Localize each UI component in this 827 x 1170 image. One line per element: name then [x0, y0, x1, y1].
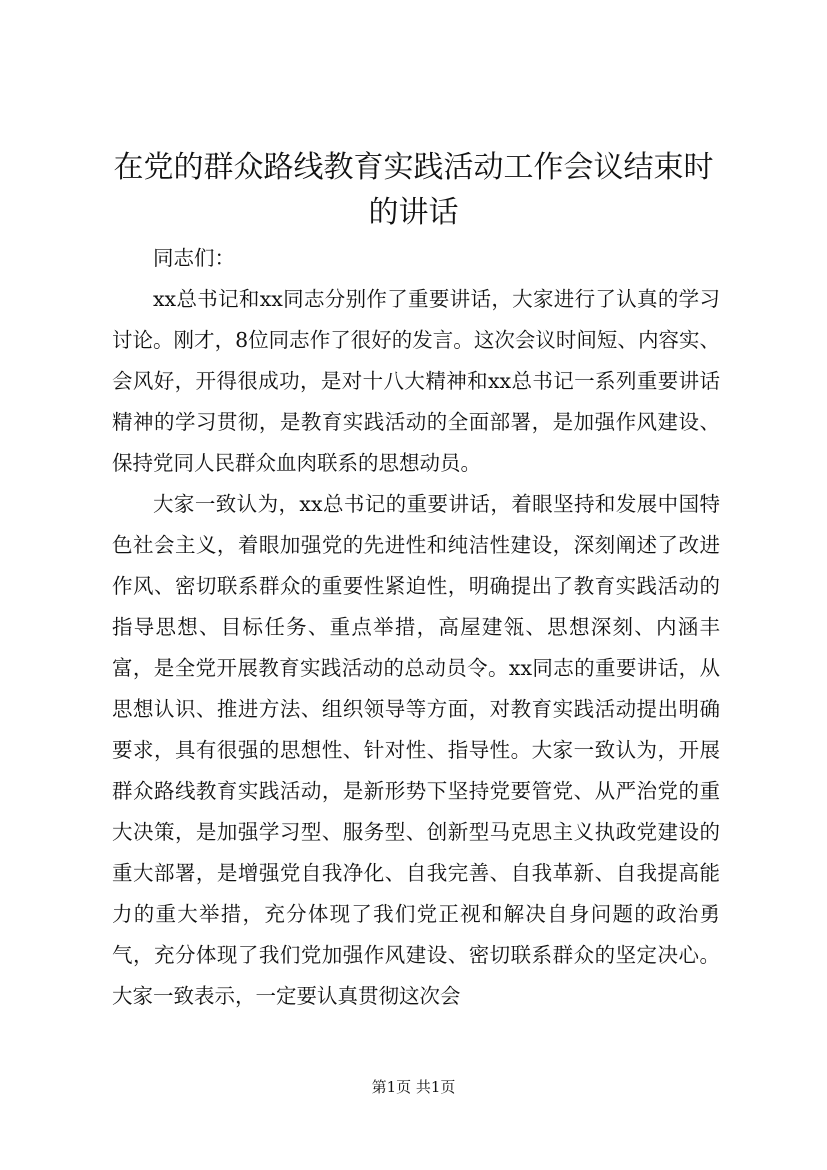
page-number-footer: 第1页 共1页 — [371, 1078, 456, 1096]
document-title: 在党的群众路线教育实践活动工作会议结束时的讲话 — [113, 150, 714, 230]
document-body — [112, 238, 720, 1017]
paragraph-2: 大家一致认为，xx总书记的重要讲话，着眼坚持和发展中国特色社会主义，着眼加强党的先进性和纯洁性建设，深刻阐述了改进作风、密切联系群众的重要性紧迫性，明确提出了教育实践活动的指导思想、目标任务、重点举措，高屋建瓴、思想深刻、内涵丰富，是全党开展教育实践活动的总动员令。xx同志的重要讲话，从思想认识、推进方法、组织领导等方面，对教育实践活动提出明确要求，具有很强的思想性、针对性、指导性。大家一致认为，开展群众路线教育实践活动，是新形势下坚持党要管党、从严治党的重大决策，是加强学习型、服务型、创新型马克思主义执政党建设的重大部署，是增强党自我净化、自我完善、自我革新、自我提高能力的重大举措，充分体现了我们党正视和解决自身问题的政治勇气，充分体现了我们党加强作风建设、密切联系群众的坚定决心。大家一致表示，一定要认真贯彻这次会 — [112, 492, 720, 1008]
paragraph-1: xx总书记和xx同志分别作了重要讲话，大家进行了认真的学习讨论。刚才，8位同志作了很好的发言。这次会议时间短、内容实、会风好，开得很成功，是对十八大精神和xx总书记一系列重要讲话精神的学习贯彻，是教育实践活动的全面部署，是加强作风建设、保持党同人民群众血肉联系的思想动员。 — [112, 287, 720, 475]
greeting: 同志们： — [153, 246, 235, 270]
